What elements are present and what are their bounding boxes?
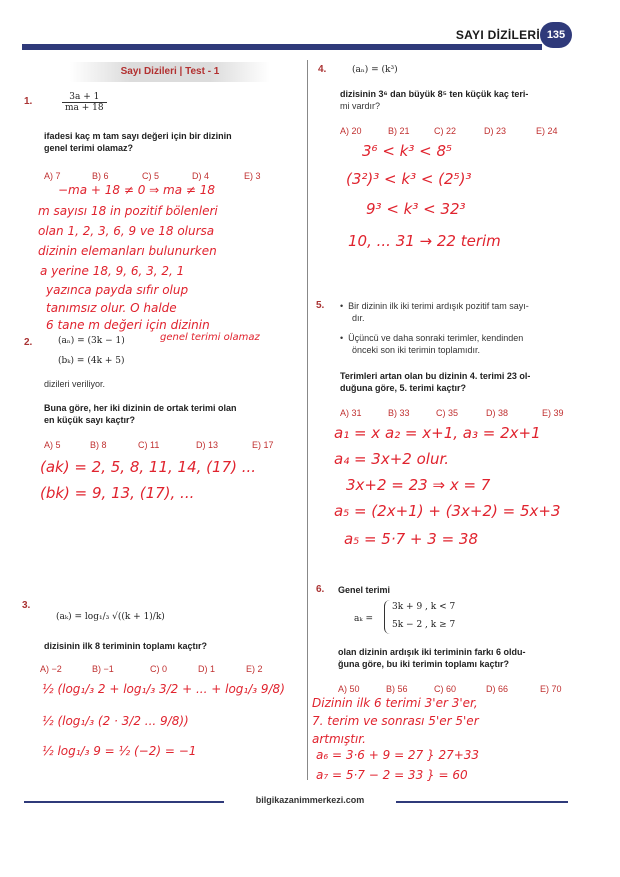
q4-handwriting-2: (3²)³ < k³ < (2⁵)³ [346,170,472,188]
question-number: 4. [318,64,327,75]
q5-bullet-2a: Üçüncü ve daha sonraki terimler, kendinden [348,333,524,343]
q3-handwriting-1: ½ (log₁/₃ 2 + log₁/₃ 3/2 + ... + log₁/₃ 9/8) [42,682,285,696]
q6-title: Genel terimi [338,585,391,595]
question-number: 6. [316,584,325,595]
option-b[interactable]: B) 8 [90,440,107,450]
q5-bullet-1a: Bir dizinin ilk iki terimi ardışık pozitif tam sayı- [348,301,529,311]
q5-bullet-1-line1: • Bir dizinin ilk iki terimi ardışık pozitif tam sayı- [340,301,529,311]
option-b[interactable]: B) 21 [388,126,410,136]
option-b[interactable]: B) 6 [92,171,109,181]
q4-handwriting-1: 3⁶ < k³ < 8⁵ [362,142,453,160]
q5-bullet-1-line2: dır. [352,313,365,323]
option-a[interactable]: A) 31 [340,408,362,418]
question-number: 1. [24,96,33,107]
option-e[interactable]: E) 2 [246,664,263,674]
q1-text-line1: ifadesi kaç m tam sayı değeri için bir dizinin [44,131,232,141]
option-c[interactable]: C) 5 [142,171,160,181]
header-bar [22,44,542,50]
option-b[interactable]: B) 56 [386,684,408,694]
option-c[interactable]: C) 22 [434,126,457,136]
footer-line-right [396,801,568,803]
footer-site[interactable]: bilgikazanimmerkezi.com [255,795,365,805]
q4-text-line2: mi vardır? [340,101,381,111]
q4-text-line1: dizisinin 3⁶ dan büyük 8⁵ ten küçük kaç teri- [340,89,529,99]
q5-handwriting-3: 3x+2 = 23 ⇒ x = 7 [346,476,491,494]
page-number-badge: 135 [540,22,572,48]
q4-handwriting-4: 10, ... 31 → 22 terim [348,232,501,250]
question-number: 5. [316,300,325,311]
option-e[interactable]: E) 70 [540,684,562,694]
q1-handwriting-6: yazınca payda sıfır olup [46,283,189,297]
q1-handwriting-1: −ma + 18 ≠ 0 ⇒ ma ≠ 18 [58,183,216,197]
q1-handwriting-8: 6 tane m değeri için dizinin [46,318,210,332]
q2-handwriting-1: (ak) = 2, 5, 8, 11, 14, (17) ... [40,458,257,476]
option-a[interactable]: A) 20 [340,126,362,136]
option-d[interactable]: D) 1 [198,664,216,674]
q4-handwriting-3: 9³ < k³ < 32³ [366,200,466,218]
option-b[interactable]: B) −1 [92,664,114,674]
q2-text-line1: Buna göre, her iki dizinin de ortak terimi olan [44,403,237,413]
q1-handwriting-2: m sayısı 18 in pozitif bölenleri [38,204,218,218]
option-a[interactable]: A) −2 [40,664,62,674]
option-a[interactable]: A) 50 [338,684,360,694]
q6-handwriting-1: Dizinin ilk 6 terimi 3'er 3'er, [312,696,478,710]
option-e[interactable]: E) 17 [252,440,274,450]
option-e[interactable]: E) 24 [536,126,558,136]
option-d[interactable]: D) 38 [486,408,509,418]
q1-handwriting-7: tanımsız olur. O halde [46,301,177,315]
q3-handwriting-3: ½ log₁/₃ 9 = ½ (−2) = −1 [42,744,197,758]
q5-handwriting-5: a₅ = 5·7 + 3 = 38 [344,530,479,548]
q3-options [40,664,290,674]
q5-handwriting-1: a₁ = x a₂ = x+1, a₃ = 2x+1 [334,424,541,442]
q5-handwriting-4: a₅ = (2x+1) + (3x+2) = 5x+3 [334,502,561,520]
q5-bullet-2-line2: önceki son iki terimin toplamıdır. [352,345,481,355]
option-a[interactable]: A) 7 [44,171,61,181]
q3-expression: (aₖ) = log₁/₃ √((k + 1)/k) [56,612,165,622]
footer-line-left [24,801,224,803]
q6-text-line2: ğuna göre, bu iki terimin toplamı kaçtır? [338,659,510,669]
option-c[interactable]: C) 0 [150,664,168,674]
column-divider [307,60,308,780]
q1-options [44,171,284,181]
question-number: 3. [22,600,31,611]
option-d[interactable]: D) 23 [484,126,507,136]
q6-handwriting-2: 7. terim ve sonrası 5'er 5'er [312,714,479,728]
q5-handwriting-2: a₄ = 3x+2 olur. [334,450,450,468]
q5-text-line1: Terimleri artan olan bu dizinin 4. terimi 23 ol- [340,371,531,381]
q1-numerator: 3a + 1 [62,92,107,103]
q6-case-1: 3k + 9 , k < 7 [392,602,456,612]
q4-options [340,126,580,136]
q5-bullet-2-line1: • Üçüncü ve daha sonraki terimler, kendinden [340,333,524,343]
q3-handwriting-2: ½ (log₁/₃ (2 · 3/2 ... 9/8)) [42,714,189,728]
option-e[interactable]: E) 39 [542,408,564,418]
q1-handwriting-3: olan 1, 2, 3, 6, 9 ve 18 olursa [38,224,215,238]
q6-handwriting-5: a₇ = 5·7 − 2 = 33 } = 60 [316,768,468,782]
q6-text-line1: olan dizinin ardışık iki teriminin farkı 6 oldu- [338,647,526,657]
option-b[interactable]: B) 33 [388,408,410,418]
q2-text-line2: en küçük sayı kaçtır? [44,415,136,425]
q6-handwriting-3: artmıştır. [312,732,366,746]
option-d[interactable]: D) 13 [196,440,219,450]
q6-handwriting-4: a₆ = 3·6 + 9 = 27 } 27+33 [316,748,480,762]
option-e[interactable]: E) 3 [244,171,261,181]
q6-case-2: 5k − 2 , k ≥ 7 [392,620,456,630]
question-number: 2. [24,337,33,348]
q2-sequence-a: (aₙ) = (3k − 1) [58,336,125,346]
option-c[interactable]: C) 35 [436,408,459,418]
q6-brace [384,600,391,634]
option-a[interactable]: A) 5 [44,440,61,450]
q1-denominator: ma + 18 [65,103,104,113]
q4-expression: (aₙ) = (k³) [352,65,398,75]
option-d[interactable]: D) 4 [192,171,210,181]
q1-handwriting-5: a yerine 18, 9, 6, 3, 2, 1 [40,264,185,278]
q1-fraction [62,92,107,113]
test-title: Sayı Dizileri | Test - 1 [120,66,220,77]
q2-given: dizileri veriliyor. [44,379,106,389]
q2-handwriting-2: (bk) = 9, 13, (17), ... [40,484,195,502]
q1-handwriting-4: dizinin elemanları bulunurken [38,244,217,258]
q6-options [338,684,578,694]
header-title: SAYI DİZİLERİ [455,28,540,42]
q3-text: dizisinin ilk 8 teriminin toplamı kaçtır? [44,641,208,651]
q2-options [44,440,294,450]
option-c[interactable]: C) 60 [434,684,457,694]
q5-options [340,408,580,418]
q6-lhs: aₖ = [354,614,374,624]
option-d[interactable]: D) 66 [486,684,509,694]
option-c[interactable]: C) 11 [138,440,160,450]
q5-text-line2: duğuna göre, 5. terimi kaçtır? [340,383,467,393]
q2-sequence-b: (bₖ) = (4k + 5) [58,356,125,366]
q1-handwriting-9: genel terimi olamaz [160,332,260,343]
q1-text-line2: genel terimi olamaz? [44,143,134,153]
